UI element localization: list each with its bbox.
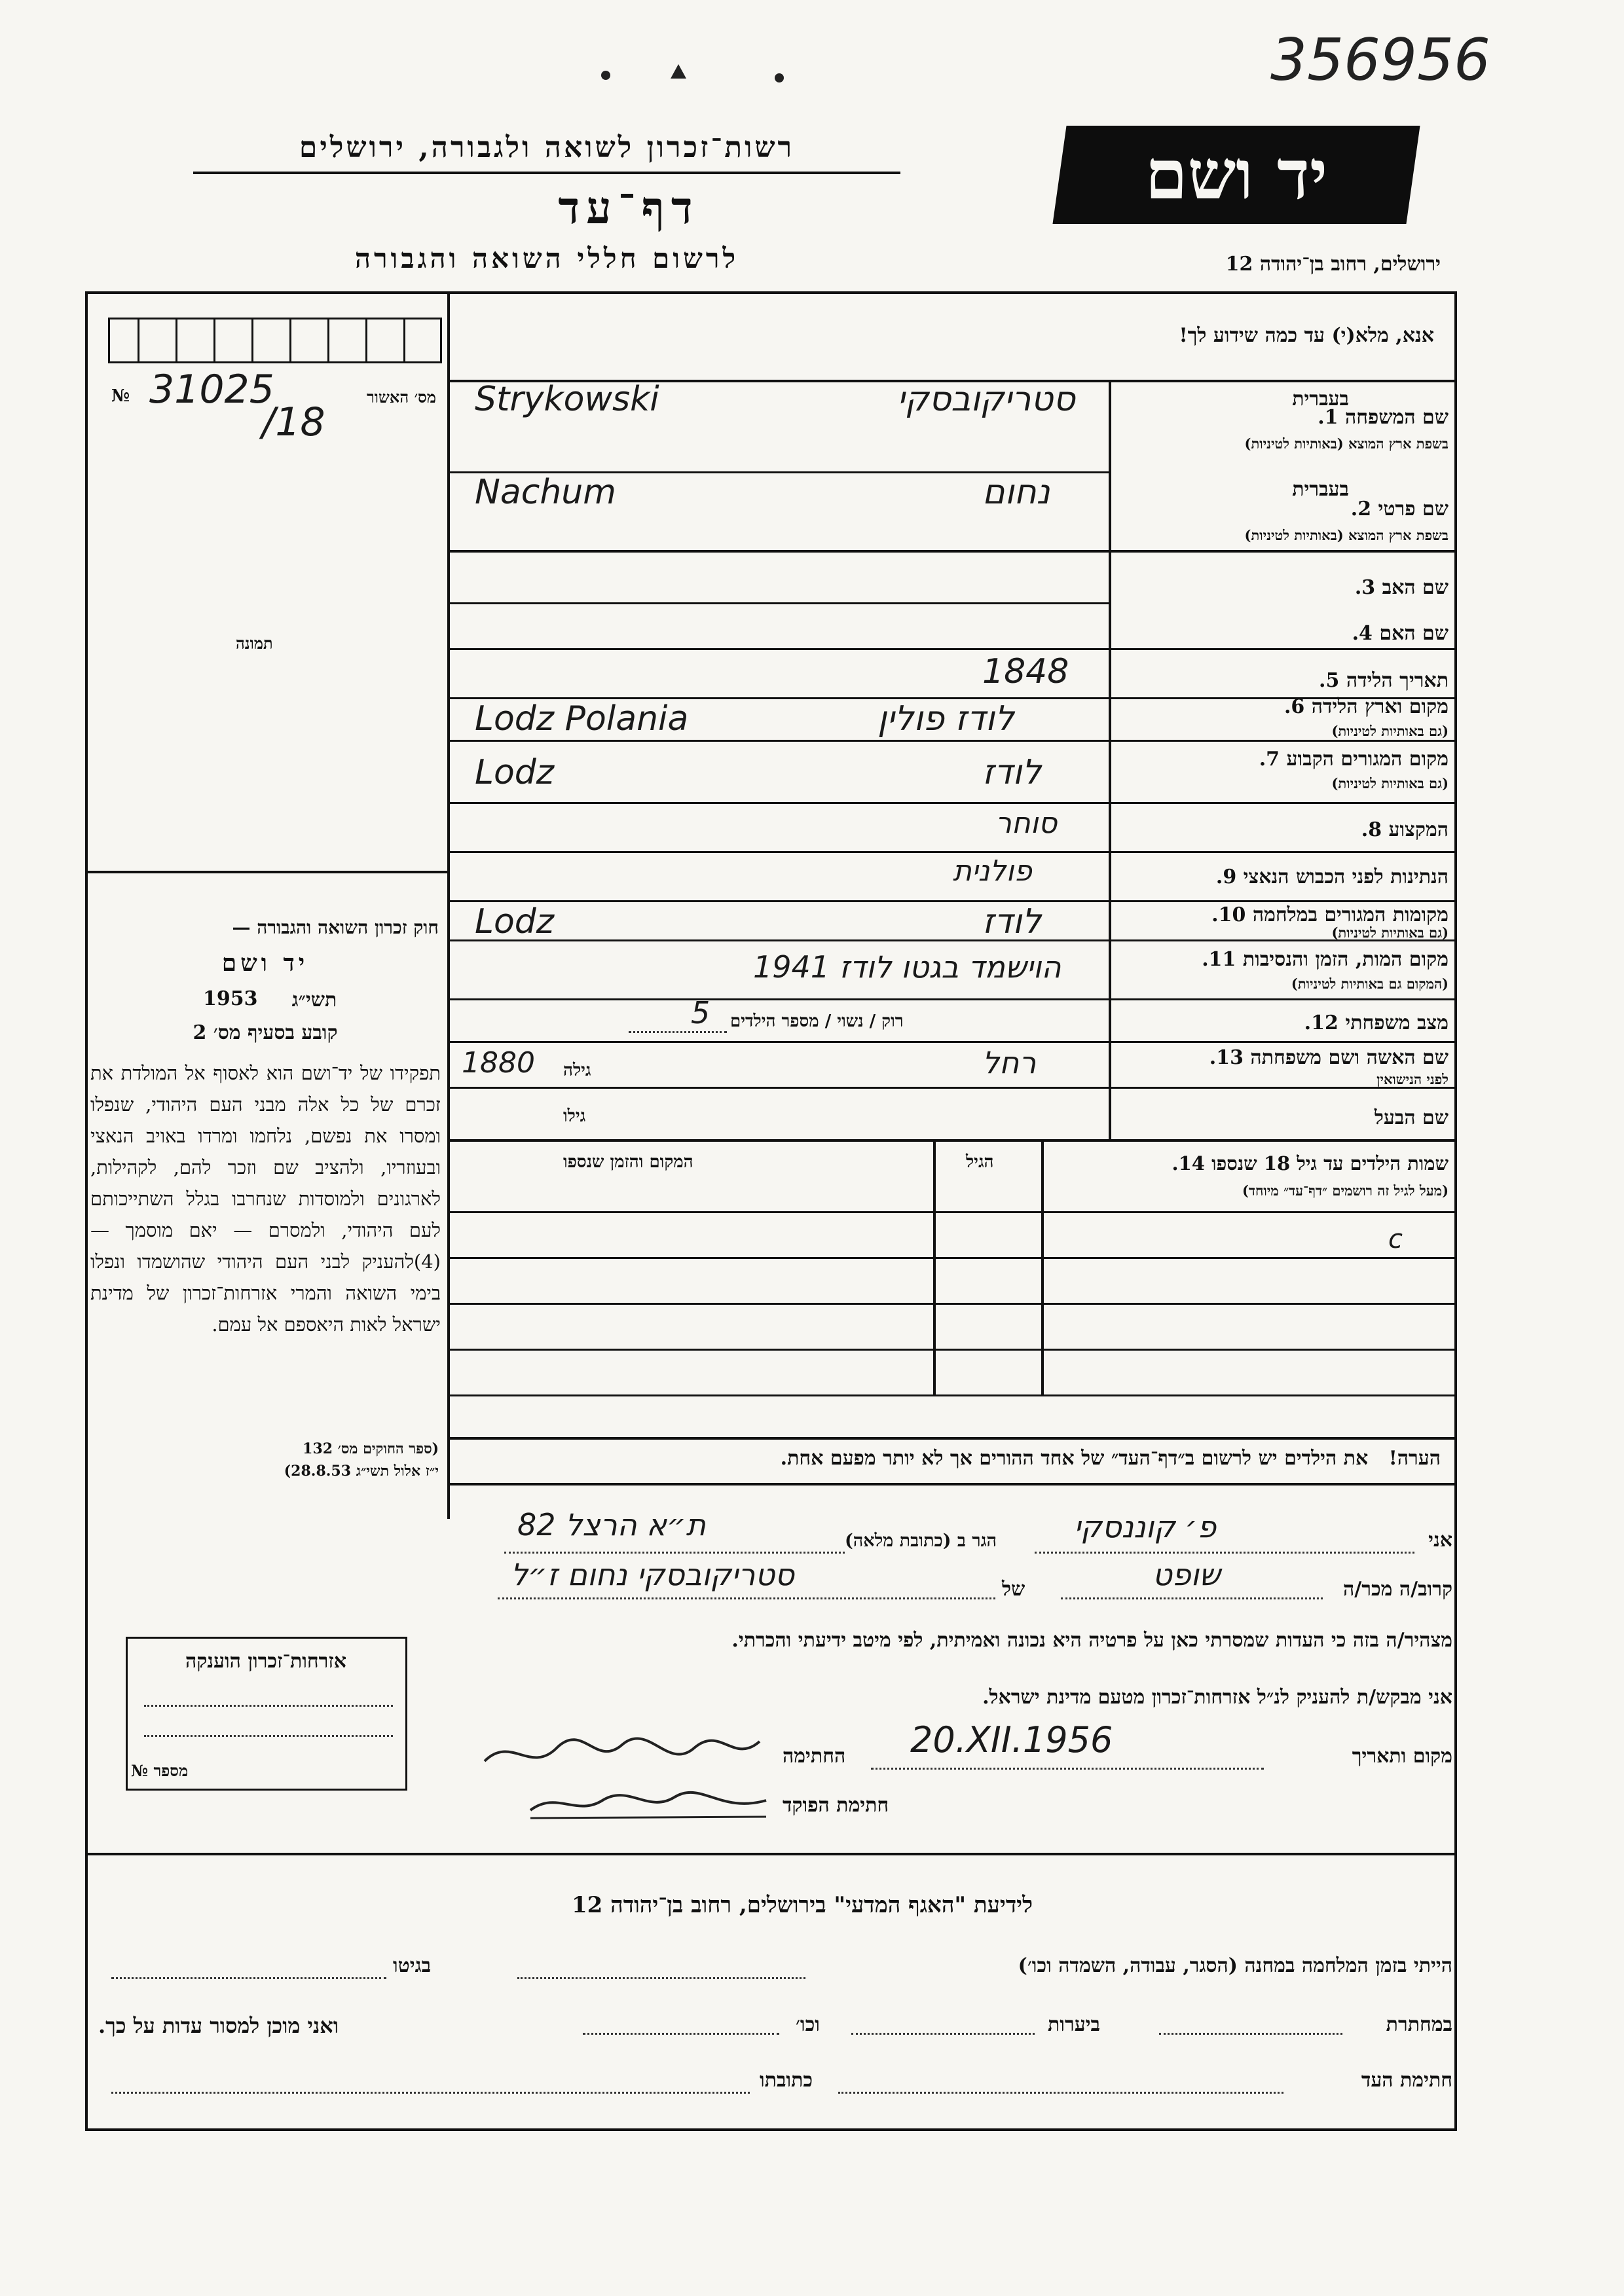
stamp-number-label: מספר №	[131, 1761, 189, 1780]
form-title: דף־עד	[558, 182, 699, 234]
law-ref-2: י״ז אלול תשי״ג 28.8.53)	[284, 1463, 439, 1480]
law-year: 1953	[203, 987, 258, 1010]
footer-line3-b: כתובתו	[760, 2069, 813, 2092]
punch-hole	[601, 71, 610, 80]
stamp-title: אזרחות־זכרון הוענקה	[185, 1650, 347, 1673]
wife-name-value: רחל	[982, 1045, 1037, 1080]
footer-line1-a: הייתי בזמן המלחמה במחנה (הסגר, עבודה, השמדה וכו׳)	[1018, 1954, 1452, 1977]
request-text: אני מבקש/ת להעניק לנ״ל אזרחות־זכרון מטעם מדינת ישראל.	[982, 1686, 1452, 1709]
field-13-label: שם האשה ושם משפחתה 13.	[1209, 1046, 1449, 1069]
family-name-latin: Strykowski	[475, 380, 659, 419]
of-name-value: סטריקובסקי נחום ז״ל	[511, 1557, 794, 1592]
law-clause: קובע בסעיף מס׳ 2	[193, 1021, 338, 1044]
declare-text: מצהיר/ה בזה כי העדות שמסרתי כאן על פרטיה היא נכונה ואמיתית, לפי מיטב ידיעתי והכרתי.	[731, 1629, 1452, 1652]
field-4-label: שם האם 4.	[1352, 622, 1449, 645]
field-2-sub: בשפת ארץ המוצא (באותיות לטיניות)	[1244, 527, 1449, 543]
death-details-value: הוישמד בגטו לודז 1941	[753, 949, 1061, 985]
officer-label: חתימת הפוקד	[783, 1794, 889, 1817]
footer-line2-a: במחתרת	[1386, 2013, 1452, 2036]
field-8-label: המקצוע 8.	[1361, 818, 1449, 841]
lives-at-label: הגר ב (כתובת מלאה)	[845, 1531, 997, 1551]
first-name-latin: Nachum	[475, 473, 616, 512]
birthplace-latin: Lodz Polania	[475, 699, 689, 738]
in-hebrew-2: בעברית	[1292, 478, 1349, 501]
footer-heading: לידיעת "האגף המדעי" בירושלים, רחוב בן־יהודה 12	[572, 1892, 1033, 1918]
field-10-label: מקומות המגורים במלחמה 10.	[1211, 903, 1449, 926]
children-header-sub: (מעל לגיל זה רושמים ״דף־עד״ מיוחד)	[1242, 1182, 1449, 1199]
field-5-label: תאריך הלידה 5.	[1319, 669, 1449, 692]
field-10-sub: (גם באותיות לטיניות)	[1331, 924, 1449, 941]
footer-line2-b: ביערות	[1048, 2013, 1101, 2036]
residence-hebrew: לודז	[982, 753, 1042, 792]
law-name: יד ושם	[221, 949, 309, 977]
wife-age-value: 1880	[462, 1046, 535, 1080]
photo-label: תמונה	[236, 634, 273, 653]
place-date-label: מקום ותאריך	[1352, 1745, 1452, 1768]
husband-label: שם הבעל	[1374, 1106, 1449, 1129]
residence-latin: Lodz	[475, 753, 555, 792]
cert-label: מס׳ האשור	[367, 388, 436, 407]
punch-hole	[775, 73, 784, 82]
field-6-label: מקום וארץ הלידה 6.	[1283, 695, 1449, 718]
in-hebrew-1: בעברית	[1292, 388, 1349, 410]
law-ref-1: (ספר החוקים מס׳ 132	[303, 1440, 439, 1457]
of-label: של	[1002, 1578, 1025, 1601]
birthplace-hebrew: לודז פולין	[877, 699, 1014, 738]
address-line: ירושלים, רחוב בן־יהודה 12	[1225, 253, 1441, 276]
relation-value: שופט	[1153, 1557, 1221, 1592]
children-mark: c	[1388, 1224, 1403, 1254]
law-year-heb: תשי״ג	[291, 989, 337, 1011]
note-line	[471, 1447, 1441, 1470]
organization-line: רשות־זכרון לשואה ולגבורה, ירושלים	[299, 131, 795, 164]
field-6-sub: (גם באותיות לטיניות)	[1331, 723, 1449, 739]
cert-suffix: /18	[262, 399, 325, 445]
cert-number: 31025	[149, 367, 274, 412]
officer-signature	[524, 1784, 773, 1823]
profession-value: סוחר	[995, 807, 1058, 840]
relative-label: קרוב/ה מכר/ה	[1343, 1578, 1452, 1601]
field-12-label: מצב משפחתי 12.	[1304, 1011, 1449, 1034]
yad-vashem-logo: יד ושם	[1052, 126, 1420, 224]
note-label: הערה!	[1388, 1447, 1441, 1470]
signature-label: החתימה	[783, 1745, 846, 1768]
footer-line2-c: וכו׳	[796, 2013, 820, 2036]
form-intro: אנא, מלא(י) עד כמה שידוע לך!	[1179, 324, 1434, 347]
archive-serial-number: 356956	[1270, 26, 1490, 94]
cert-no-label: №	[111, 386, 130, 406]
declarant-name: פ׳ קוננסקי	[1074, 1509, 1217, 1544]
footer-line1-b: בגיטו	[393, 1954, 432, 1977]
law-title: חוק זכרון השואה והגבורה —	[232, 917, 439, 938]
cert-code-boxes	[108, 318, 442, 363]
wartime-residence-hebrew: לודז	[982, 902, 1042, 941]
field-1-sub: בשפת ארץ המוצא (באותיות לטיניות)	[1244, 435, 1449, 452]
punch-hole	[671, 64, 686, 79]
nationality-value: פולנית	[953, 854, 1032, 888]
marital-status-options: רוק / נשוי / מספר הילדים	[730, 1011, 904, 1031]
law-text: תפקידו של יד־ושם הוא לאסוף אל המולדת את זכרם של כל אלה מבני העם היהודי, שנפלו ומסרו את נפשם, נלחמו ומרדו באויב הנאצי ובעוזריו, ולהציב שם וזכר להם, לקהילות, לארגונים ולמוסדות שנחרבו בגלל השתייכותם לעם היהודי, ולמסרם — יאם מוסמך — (4)להעניק לבני העם היהודי שהושמדו ונפלו בימי השואה והמרי אזרחות־זכרון של מדינת ישראל לאות היאספם אל עמם.	[90, 1062, 441, 1336]
field-7-sub: (גם באותיות לטיניות)	[1331, 775, 1449, 792]
wartime-residence-latin: Lodz	[475, 902, 555, 941]
declarant-ani: אני	[1428, 1529, 1452, 1552]
field-1-label: שם המשפחה 1.	[1318, 406, 1449, 429]
field-3-label: שם האב 3.	[1354, 576, 1449, 599]
children-place-col: המקום והזמן שנספו	[563, 1152, 693, 1172]
husband-age-label: גילו	[563, 1106, 586, 1126]
field-2-label: שם פרטי 2.	[1350, 498, 1449, 520]
form-subtitle: לרשום חללי השואה והגבורה	[354, 242, 739, 274]
children-header: שמות הילדים עד גיל 18 שנספו 14.	[1172, 1152, 1449, 1175]
declarant-signature	[471, 1728, 773, 1781]
note-text: את הילדים יש לרשום ב״דף־העד״ של אחד ההורים אך לא יותר מפעם אחת.	[780, 1447, 1369, 1470]
field-11-sub: (המקום גם באותיות לטיניות)	[1291, 975, 1449, 992]
birth-date-value: 1848	[982, 652, 1069, 691]
field-7-label: מקום המגורים הקבוע 7.	[1259, 748, 1449, 771]
family-name-hebrew: סטריקובסקי	[897, 380, 1075, 419]
footer-line3-a: חתימת העד	[1361, 2069, 1452, 2092]
wife-age-label: גילה	[563, 1061, 591, 1080]
field-13-sub: לפני הנישואין	[1376, 1071, 1449, 1087]
footer-line2-d: ואני מוכן למסור עדות על כך.	[98, 2013, 339, 2038]
children-count-value: 5	[691, 995, 710, 1030]
declarant-address: ת״א הרצל 82	[517, 1507, 706, 1542]
field-11-label: מקום המות, הזמן והנסיבות 11.	[1202, 948, 1449, 971]
date-value: 20.XII.1956	[910, 1719, 1113, 1760]
first-name-hebrew: נחום	[982, 473, 1050, 512]
field-9-label: הנתינות לפני הכבוש הנאצי 9.	[1215, 866, 1449, 888]
children-age-col: הגיל	[966, 1152, 994, 1172]
